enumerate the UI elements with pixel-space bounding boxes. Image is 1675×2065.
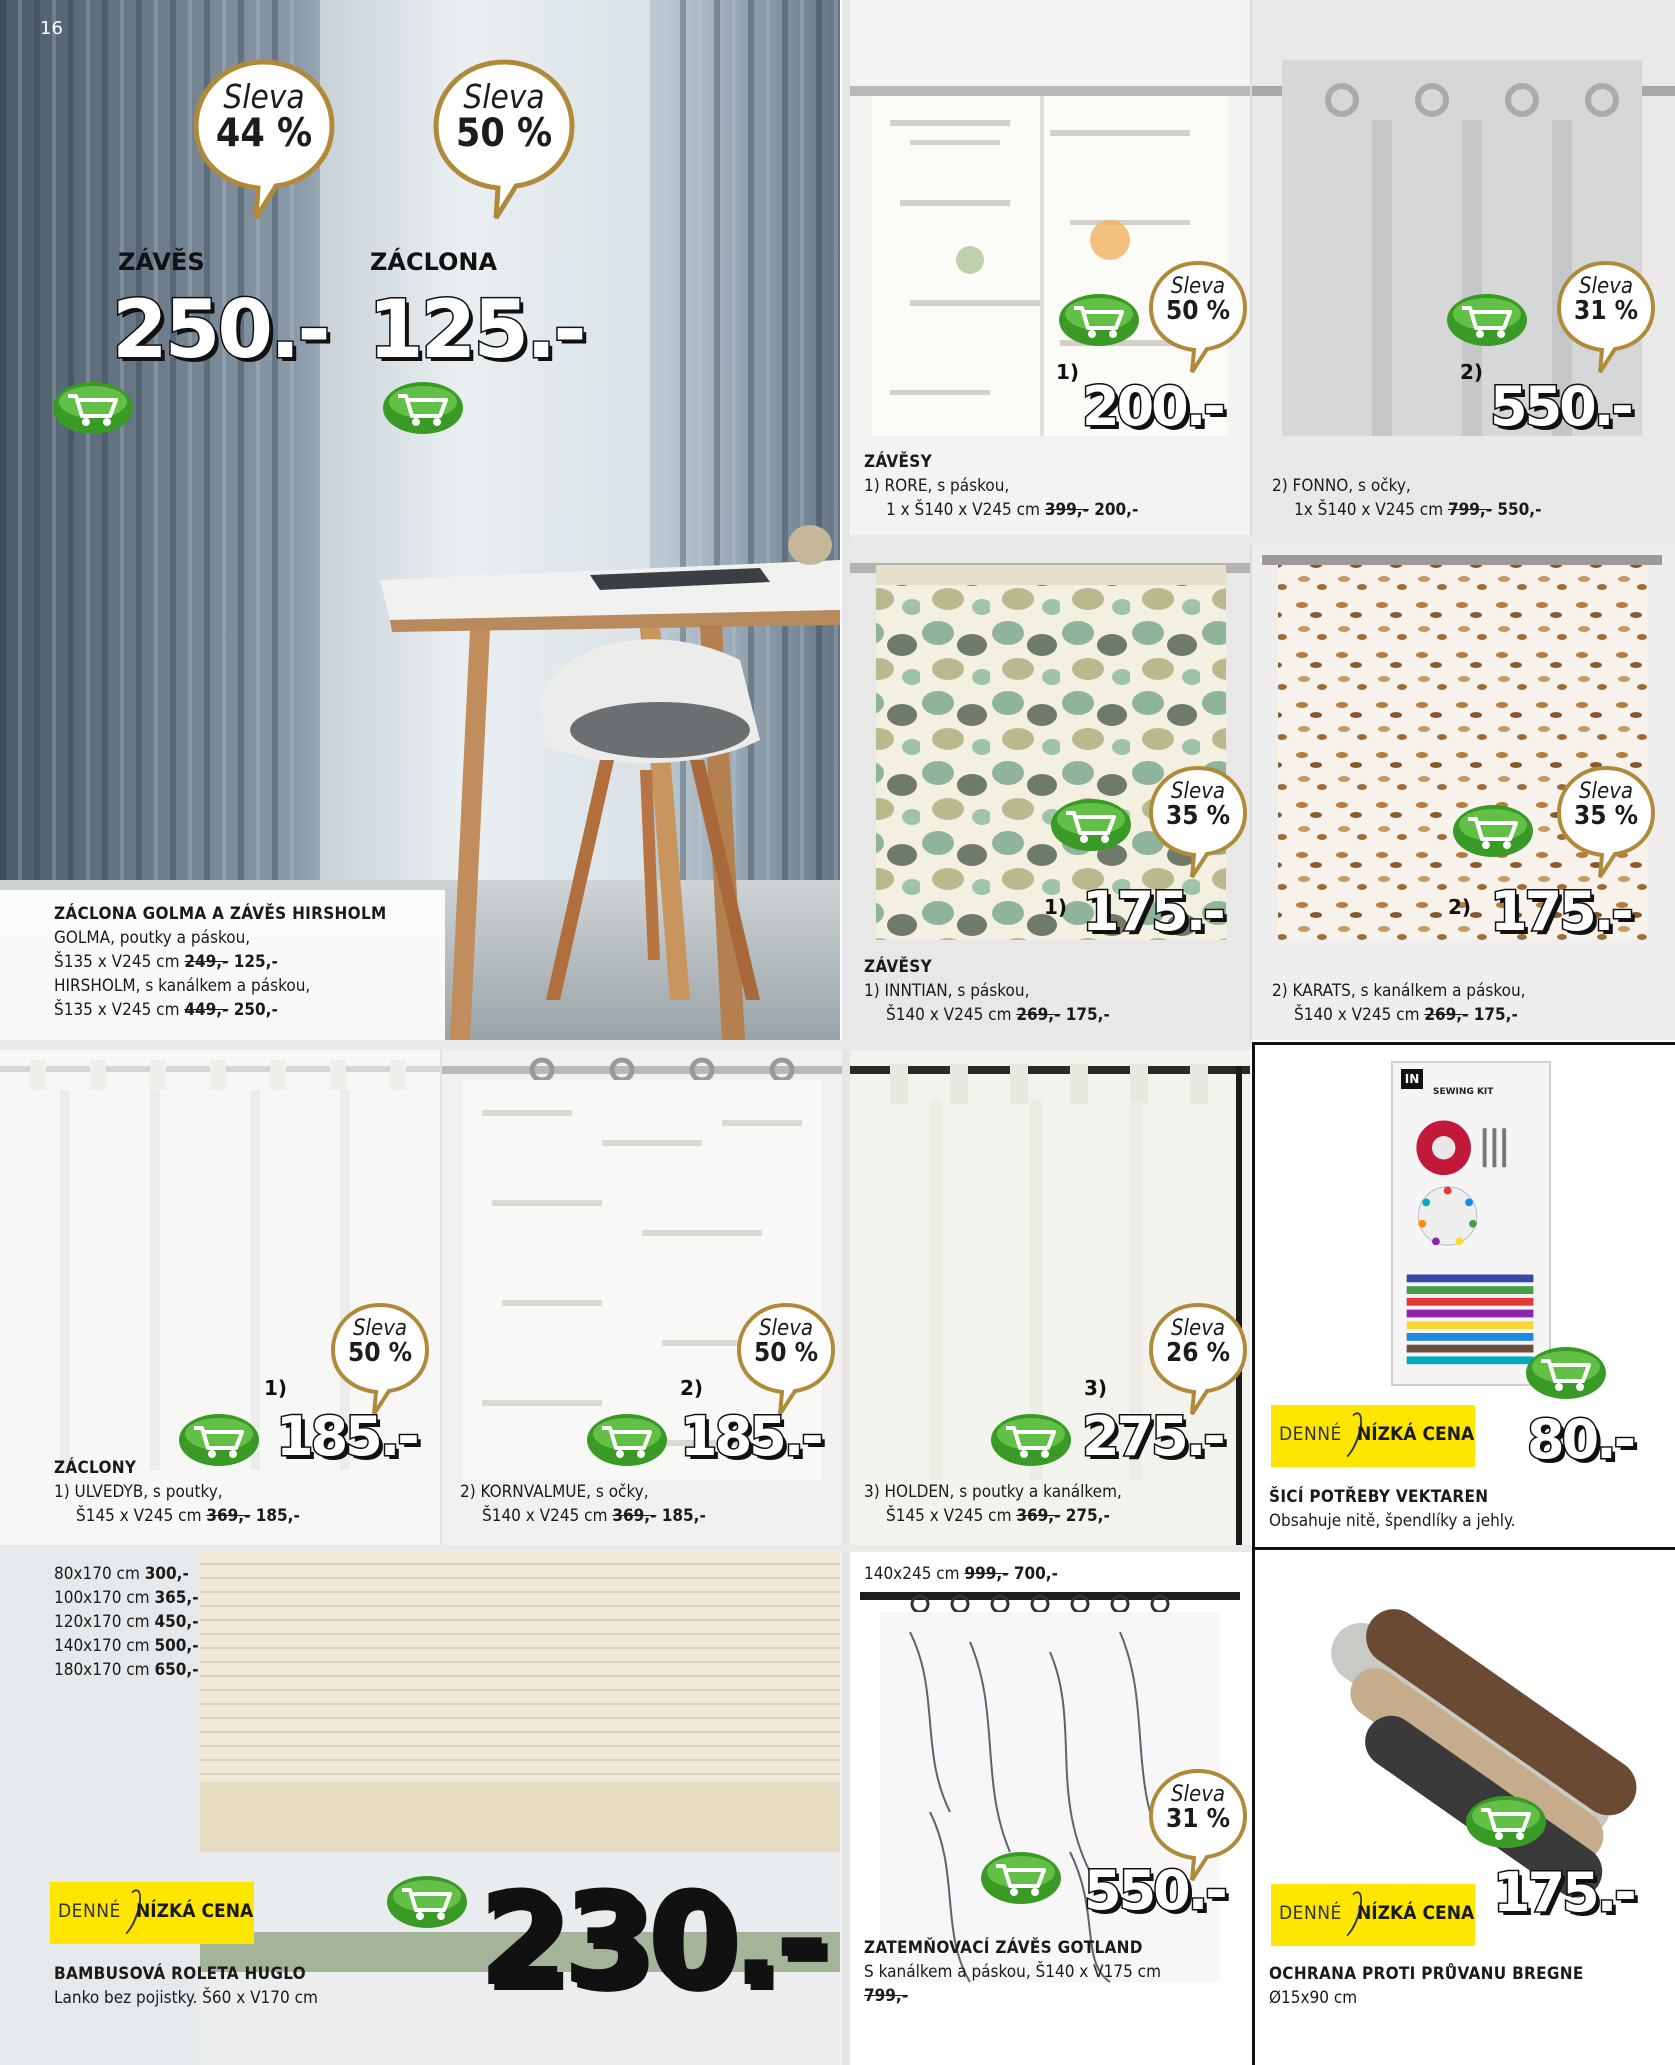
package-label: SEWING KIT (1433, 1087, 1494, 1097)
gutter (0, 1040, 1252, 1050)
shopping-cart-icon (386, 1874, 468, 1930)
item-number: 1) (1056, 360, 1080, 384)
price-550: 550.- (1490, 375, 1631, 438)
shopping-cart-icon (586, 1412, 668, 1468)
karats-panel (1252, 545, 1675, 1040)
label-zaclona: ZÁCLONA (370, 248, 498, 276)
price-200: 200.- (1082, 375, 1223, 438)
huglo-description: BAMBUSOVÁ ROLETA HUGLO Lanko bez pojistky. Š60 x V170 cm (54, 1964, 318, 2008)
kornvalmue-description: 2) KORNVALMUE, s očky, Š140 x V245 cm 369,- 185,- (460, 1482, 706, 1526)
price-185: 185.- (276, 1405, 417, 1468)
shopping-cart-icon (1050, 797, 1132, 853)
sewing-items-image (1393, 1088, 1549, 1383)
discount-badge-35: Sleva 35 % (1556, 765, 1656, 865)
hero-description: ZÁCLONA GOLMA A ZÁVĚS HIRSHOLM GOLMA, poutky a páskou, Š135 x V245 cm 249,- 125,- HIRSHOLM, s kanálkem a páskou, Š135 x V245 cm 449,- 250,- (54, 904, 387, 1020)
gutter (440, 1050, 442, 1545)
shopping-cart-icon (52, 380, 134, 436)
gutter (0, 1545, 1252, 1552)
gutter (842, 0, 850, 2065)
item-number: 2) (1460, 360, 1484, 384)
daily-low-price-label: DENNÉ NÍZKÁ CENA (50, 1882, 254, 1944)
item-number: 1) (1044, 895, 1068, 919)
shopping-cart-icon (980, 1850, 1062, 1906)
label-zaves: ZÁVĚS (118, 248, 205, 276)
price-230: 230.- (478, 1863, 823, 2015)
item-number: 2) (680, 1376, 704, 1400)
sewing-kit-panel (1252, 1042, 1675, 1547)
gutter (850, 535, 1675, 545)
price-175: 175.- (1082, 880, 1223, 943)
price-80: 80.- (1527, 1408, 1634, 1471)
discount-badge-50: Sleva 50 % (330, 1302, 430, 1402)
fonno-panel (1252, 0, 1675, 535)
price-185: 185.- (680, 1405, 821, 1468)
discount-badge-50: Sleva 50 % (1148, 260, 1248, 360)
fonno-description: 2) FONNO, s očky, 1x Š140 x V245 cm 799,- 550,- (1272, 476, 1542, 520)
price-250: 250.- (112, 283, 328, 376)
daily-low-price-label: DENNÉ NÍZKÁ CENA (1271, 1405, 1475, 1467)
shopping-cart-icon (1525, 1345, 1607, 1401)
rore-description: ZÁVĚSY 1) RORE, s páskou, 1 x Š140 x V245 cm 399,- 200,- (864, 452, 1139, 520)
price-550: 550.- (1084, 1859, 1225, 1922)
item-number: 1) (264, 1376, 288, 1400)
page-number: 16 (40, 18, 63, 39)
gotland-description: ZATEMŇOVACÍ ZÁVĚS GOTLAND S kanálkem a páskou, Š140 x V175 cm 799,- (864, 1938, 1161, 2006)
shopping-cart-icon (1465, 1794, 1547, 1850)
discount-badge-26: Sleva 26 % (1148, 1302, 1248, 1402)
sewing-kit-description: ŠICÍ POTŘEBY VEKTAREN Obsahuje nitě, špendlíky a jehly. (1269, 1487, 1516, 1531)
gotland-panel (850, 1552, 1250, 2065)
huglo-panel (0, 1552, 842, 2065)
price-175: 175.- (1490, 880, 1631, 943)
ulvedyb-panel (0, 1050, 440, 1545)
discount-badge-50: Sleva 50 % (432, 58, 576, 202)
karats-description: 2) KARATS, s kanálkem a páskou, Š140 x V245 cm 269,- 175,- (1272, 981, 1526, 1025)
discount-badge-31: Sleva 31 % (1556, 260, 1656, 360)
holden-panel (850, 1050, 1250, 1545)
price-275: 275.- (1082, 1405, 1223, 1468)
shopping-cart-icon (1452, 803, 1534, 859)
shopping-cart-icon (1446, 292, 1528, 348)
shopping-cart-icon (990, 1412, 1072, 1468)
daily-low-price-label: DENNÉ NÍZKÁ CENA (1271, 1884, 1475, 1946)
hero-panel (0, 0, 840, 1040)
holden-description: 3) HOLDEN, s poutky a kanálkem, Š145 x V245 cm 369,- 275,- (864, 1482, 1122, 1526)
shopping-cart-icon (382, 380, 464, 436)
kornvalmue-panel (442, 1050, 842, 1545)
dining-room-curtain-photo (0, 0, 840, 1040)
holden-curtain-photo (850, 1050, 1250, 1545)
sewing-kit-package (1391, 1061, 1551, 1386)
discount-badge-31: Sleva 31 % (1148, 1768, 1248, 1868)
price-125: 125.- (368, 283, 584, 376)
gotland-top-price: 140x245 cm 999,- 700,- (864, 1564, 1058, 1584)
discount-badge-35: Sleva 35 % (1148, 765, 1248, 865)
item-number: 2) (1448, 895, 1472, 919)
package-brand: IN (1401, 1069, 1423, 1089)
gutter (1250, 0, 1252, 1042)
discount-badge-44: Sleva 44 % (192, 58, 336, 202)
inntian-description: ZÁVĚSY 1) INNTIAN, s páskou, Š140 x V245 cm 269,- 175,- (864, 957, 1110, 1025)
shopping-cart-icon (1058, 292, 1140, 348)
ulvedyb-description: ZÁCLONY 1) ULVEDYB, s poutky, Š145 x V245 cm 369,- 185,- (54, 1458, 300, 1526)
huglo-size-list: 80x170 cm 300,- 100x170 cm 365,- 120x170 cm 450,- 140x170 cm 500,- 180x170 cm 650,- (54, 1564, 199, 1680)
item-number: 3) (1084, 1376, 1108, 1400)
inntian-panel (850, 545, 1250, 1040)
kornvalmue-curtain-photo (442, 1050, 842, 1545)
discount-badge-50: Sleva 50 % (736, 1302, 836, 1402)
price-175: 175.- (1493, 1861, 1634, 1924)
rore-panel (850, 0, 1250, 535)
bregne-description: OCHRANA PROTI PRŮVANU BREGNE Ø15x90 cm (1269, 1964, 1584, 2008)
bregne-panel (1252, 1547, 1675, 2065)
